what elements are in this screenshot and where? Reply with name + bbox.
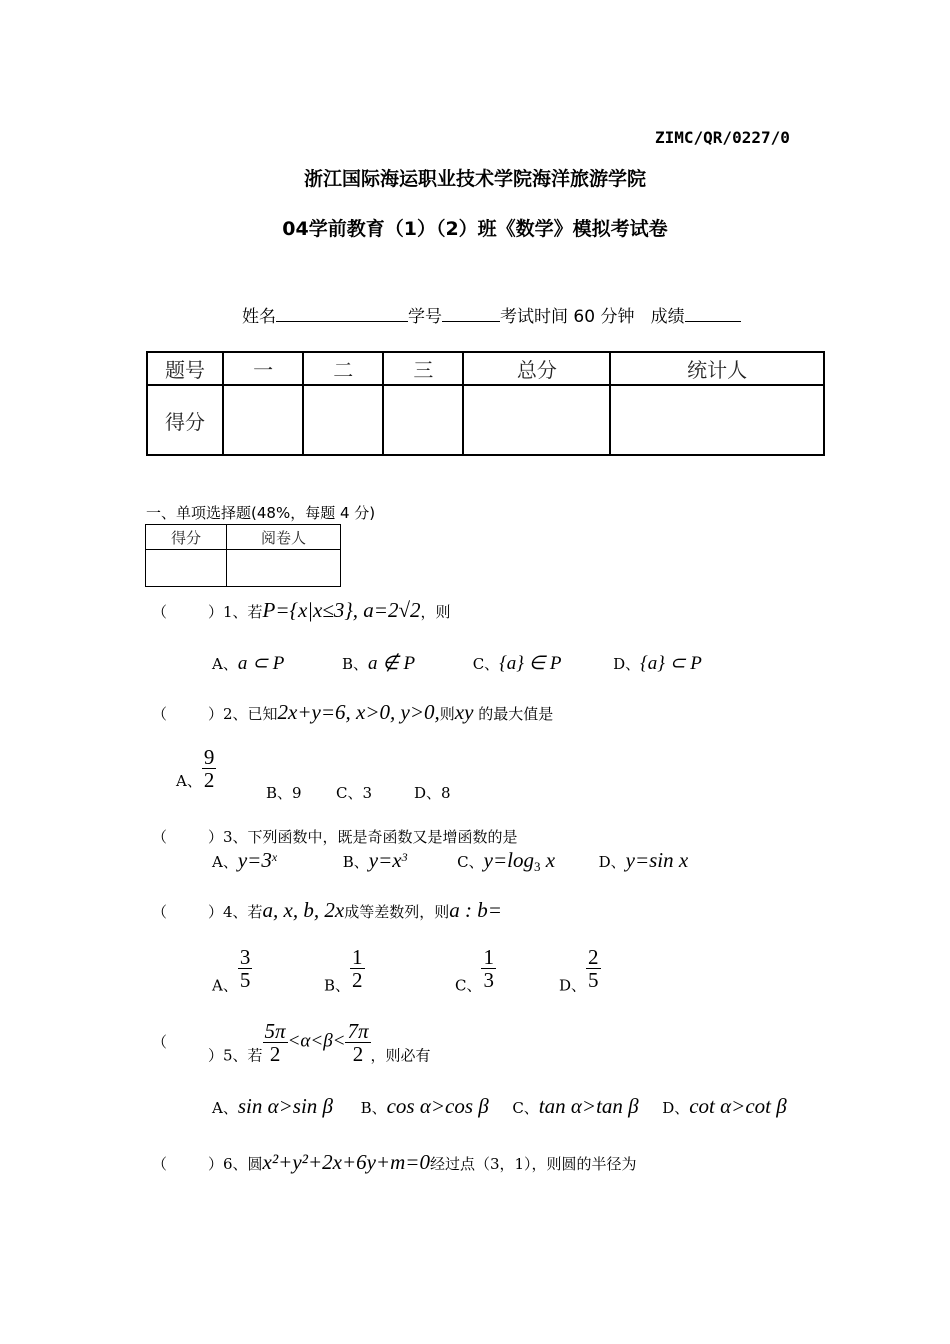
option-a-formula: sin α>sin β: [237, 1094, 334, 1118]
fraction-denominator: 3: [483, 968, 494, 992]
score-row-label: 得分: [147, 385, 223, 455]
question-number: ）2、已知: [208, 705, 278, 723]
option-d-label: D、: [559, 976, 587, 995]
fraction-numerator: 3: [239, 945, 251, 969]
option-b-label[interactable]: B、: [341, 655, 368, 673]
score-table-col-total: 总分: [463, 352, 610, 385]
option-a-label[interactable]: A、: [212, 1099, 238, 1117]
question-2: [152, 700, 553, 725]
option-c-label: C、: [455, 976, 482, 995]
question-number: ）6、圆: [208, 1155, 263, 1173]
score-cell-total[interactable]: [463, 385, 610, 455]
name-blank[interactable]: [276, 307, 408, 322]
option-a-formula: y=3: [237, 848, 272, 872]
student-info-line: [242, 302, 741, 327]
question-tail: 经过点（3，1），则圆的半径为: [429, 1155, 637, 1173]
option-a-label: A、: [176, 772, 202, 790]
question-formula: x²+y²+2x+6y+m=0: [262, 1150, 430, 1174]
q4-option-a[interactable]: [212, 946, 252, 996]
score-table-col-3: 三: [383, 352, 463, 385]
question-1: [152, 598, 451, 623]
option-a-label[interactable]: A、: [212, 853, 238, 871]
option-d-formula: cot α>cot β: [689, 1094, 787, 1118]
score-table-col-1: 一: [223, 352, 303, 385]
fraction-numerator: 5π: [264, 1019, 286, 1043]
score-cell-counter[interactable]: [610, 385, 824, 455]
q2-option-d[interactable]: D、8: [414, 784, 451, 802]
score-table: [146, 351, 825, 456]
option-a-label[interactable]: A、: [212, 655, 238, 673]
section-grader-label: 阅卷人: [227, 525, 341, 550]
question-formula-2: a : b=: [449, 898, 502, 922]
question-formula: a, x, b, 2x: [262, 898, 345, 922]
option-c-var: x: [540, 848, 556, 872]
score-table-col-2: 二: [303, 352, 383, 385]
question-formula-2: xy: [454, 700, 474, 724]
answer-paren[interactable]: （: [152, 603, 168, 621]
question-6: [152, 1150, 637, 1175]
section-score-cell[interactable]: [146, 550, 227, 587]
fraction-denominator: 2: [269, 1042, 281, 1066]
option-c-formula: y=log: [483, 848, 534, 872]
question-3: [152, 826, 518, 847]
question-text: 成等差数列，则: [344, 903, 450, 921]
question-tail: 的最大值是: [473, 705, 554, 723]
document-code: ZIMC/QR/0227/0: [655, 128, 790, 147]
option-b-formula: y=x: [368, 848, 402, 872]
score-cell-2[interactable]: [303, 385, 383, 455]
score-table-col-counter: 统计人: [610, 352, 824, 385]
question-5: [152, 1020, 431, 1066]
fraction-denominator: 5: [239, 968, 251, 992]
section-score-label: 得分: [146, 525, 227, 550]
question-4: [152, 898, 502, 923]
inequality: <α<β<: [287, 1030, 346, 1052]
option-c-label[interactable]: C、: [472, 655, 500, 673]
option-c-formula: {a} ∈ P: [499, 653, 562, 674]
fraction-denominator: 2: [203, 768, 215, 792]
question-formula: P={x|x≤3}, a=2√2: [262, 598, 421, 622]
option-d-label[interactable]: D、: [662, 1099, 690, 1117]
option-a-exponent: x: [271, 850, 278, 864]
q4-option-b[interactable]: [324, 946, 365, 996]
score-label: 成绩: [650, 307, 685, 327]
option-b-exponent: 3: [401, 850, 408, 864]
id-label: 学号: [408, 307, 442, 327]
exam-title: 04学前教育（1）（2）班《数学》模拟考试卷: [282, 218, 668, 240]
question-number: ）4、若: [208, 903, 263, 921]
q2-option-a[interactable]: [176, 746, 216, 791]
answer-paren[interactable]: （: [152, 1155, 168, 1173]
score-cell-3[interactable]: [383, 385, 463, 455]
fraction-denominator: 2: [352, 1042, 364, 1066]
answer-paren[interactable]: （: [152, 828, 168, 846]
section-1-title: 一、单项选择题(48%，每题 4 分): [146, 504, 376, 522]
question-number: ）5、若: [208, 1046, 263, 1065]
question-number: ）3、下列函数中，既是奇函数又是增函数的是: [208, 828, 518, 846]
option-b-label[interactable]: B、: [360, 1099, 387, 1117]
fraction-numerator: 1: [352, 945, 363, 969]
option-c-label[interactable]: C、: [457, 853, 484, 871]
option-d-formula: {a} ⊂ P: [640, 653, 702, 674]
q3-options: [212, 848, 688, 875]
question-number: ）1、若: [208, 603, 263, 621]
school-title: 浙江国际海运职业技术学院海洋旅游学院: [303, 168, 646, 190]
answer-paren[interactable]: （: [152, 705, 168, 723]
option-c-formula: tan α>tan β: [538, 1094, 639, 1118]
option-a-label: A、: [212, 976, 238, 995]
fraction-numerator: 2: [588, 945, 599, 969]
answer-paren[interactable]: （: [152, 1032, 168, 1051]
q5-options: [212, 1094, 787, 1119]
fraction-numerator: 1: [483, 945, 494, 969]
option-c-base: 3: [533, 859, 541, 874]
q2-option-c[interactable]: C、3: [336, 784, 373, 802]
score-blank[interactable]: [685, 307, 741, 322]
option-b-label: B、: [324, 976, 351, 995]
question-text: 则: [439, 705, 455, 723]
time-label: 考试时间 60 分钟: [500, 307, 635, 327]
answer-paren[interactable]: （: [152, 903, 168, 921]
option-b-formula: cos α>cos β: [386, 1094, 489, 1118]
fraction-denominator: 5: [588, 968, 599, 992]
fraction-denominator: 2: [352, 968, 363, 992]
option-d-formula: y=sin x: [625, 848, 689, 872]
question-tail: ，则必有: [370, 1046, 431, 1065]
score-cell-1[interactable]: [223, 385, 303, 455]
fraction-numerator: 7π: [347, 1019, 369, 1043]
question-tail: ，则: [420, 603, 451, 621]
q2-option-b[interactable]: B、9: [266, 784, 302, 802]
option-b-formula: a ∉ P: [367, 653, 416, 674]
fraction-numerator: 9: [203, 745, 215, 769]
q4-option-d[interactable]: [559, 946, 601, 996]
option-d-label[interactable]: D、: [613, 655, 641, 673]
section-grader-cell[interactable]: [227, 550, 341, 587]
option-a-formula: a ⊂ P: [237, 653, 285, 674]
name-label: 姓名: [242, 307, 276, 327]
option-c-label[interactable]: C、: [512, 1099, 539, 1117]
option-d-label[interactable]: D、: [598, 853, 626, 871]
score-table-header-label: 题号: [147, 352, 223, 385]
question-formula: 2x+y=6, x>0, y>0,: [277, 700, 440, 724]
option-b-label[interactable]: B、: [342, 853, 369, 871]
q4-option-c[interactable]: [455, 946, 496, 996]
q1-options: [212, 652, 702, 675]
section-score-table: [145, 524, 341, 587]
id-blank[interactable]: [442, 307, 500, 322]
